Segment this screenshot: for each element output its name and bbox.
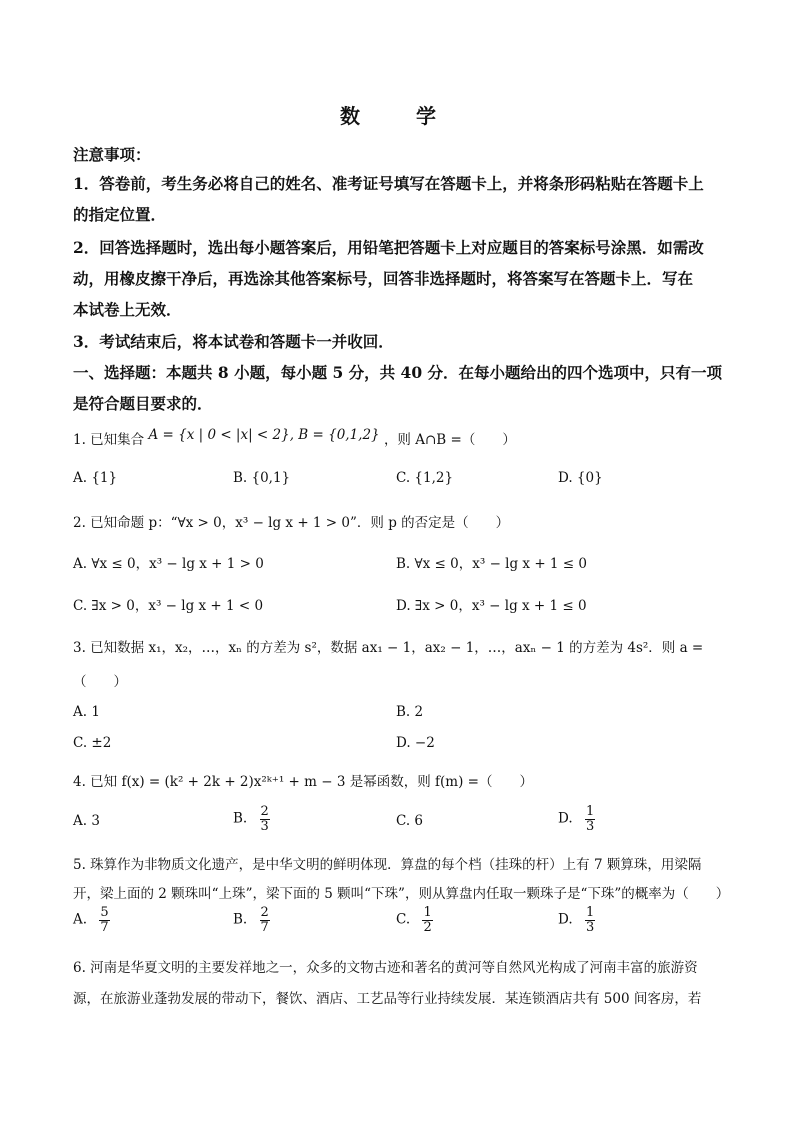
- question-6: 6. 河南是华夏文明的主要发祥地之一，众多的文物古迹和著名的黄河等自然风光构成了河南丰富的旅游资: [73, 960, 698, 976]
- q4-option-a: A. 3: [73, 813, 100, 829]
- q4-b-denominator: 3: [260, 818, 269, 834]
- q5-option-c-label: C.: [396, 911, 411, 928]
- notice-item-2: 2．回答选择题时，选出每小题答案后，用铅笔把答题卡上对应题目的答案标号涂黑．如需改: [73, 238, 704, 257]
- q5-b-denominator: 7: [260, 919, 269, 935]
- question-6-cont: 源，在旅游业蓬勃发展的带动下，餐饮、酒店、工艺品等行业持续发展．某连锁酒店共有 500 间客房，若: [73, 991, 702, 1007]
- q1-option-a: A. {1}: [73, 470, 118, 486]
- q2-option-d: D. ∃x > 0，x³ − lg x + 1 ≤ 0: [396, 598, 587, 614]
- q3-option-a: A. 1: [73, 704, 100, 720]
- question-4: 4. 已知 f(x) = (k² + 2k + 2)x²ᵏ⁺¹ + m − 3 是幂函数，则 f(m) =（ ）: [73, 774, 533, 790]
- q1-option-c: C. {1,2}: [396, 470, 454, 486]
- q1-option-d: D. {0}: [558, 470, 603, 486]
- q5-option-c: [396, 906, 433, 934]
- question-5: 5. 珠算作为非物质文化遗产，是中华文明的鲜明体现．算盘的每个档（挂珠的杆）上有 7 颗算珠，用梁隔: [73, 857, 702, 873]
- section-heading-cont: 是符合题目要求的．: [73, 394, 213, 413]
- q4-d-denominator: 3: [585, 818, 595, 834]
- notice-item-1: 1．答卷前，考生务必将自己的姓名、准考证号填写在答题卡上，并将条形码粘贴在答题卡上: [73, 174, 704, 193]
- q4-option-b-fraction: [260, 805, 270, 833]
- q4-option-d: [558, 805, 595, 833]
- question-5-cont: 开，梁上面的 2 颗珠叫“上珠”，梁下面的 5 颗叫“下珠”，则从算盘内任取一颗珠子是“下珠”的概率为（ ）: [73, 886, 730, 902]
- notice-heading: 注意事项：: [73, 145, 151, 164]
- q3-option-b: B. 2: [396, 704, 424, 720]
- q4-b-numerator: 2: [260, 804, 269, 819]
- q5-option-b-fraction: [260, 906, 270, 934]
- notice-item-2-end: 本试卷上无效．: [73, 300, 182, 319]
- section-heading: 一、选择题：本题共 8 小题，每小题 5 分，共 40 分．在每小题给出的四个选项中，只有一项: [73, 363, 723, 382]
- question-3-paren: （ ）: [73, 674, 127, 690]
- q5-option-b: [233, 906, 270, 934]
- q5-d-denominator: 3: [585, 919, 595, 935]
- question-3: 3. 已知数据 x₁，x₂，…，xₙ 的方差为 s²，数据 ax₁ − 1，ax₂ − 1，…，axₙ − 1 的方差为 4s²．则 a =: [73, 640, 704, 656]
- q5-d-numerator: 1: [585, 905, 595, 920]
- q1-option-b: B. {0,1}: [233, 470, 291, 486]
- q5-option-d: [558, 906, 595, 934]
- q4-d-numerator: 1: [585, 804, 595, 819]
- page-title: 数 学: [340, 104, 454, 128]
- notice-item-3: 3．考试结束后，将本试卷和答题卡一并收回．: [73, 332, 394, 351]
- question-1: [73, 428, 723, 448]
- q4-option-d-label: D.: [558, 810, 573, 827]
- q2-option-b: B. ∀x ≤ 0，x³ − lg x + 1 ≤ 0: [396, 556, 587, 572]
- q5-c-denominator: 2: [423, 919, 432, 935]
- q4-option-b: [233, 805, 270, 833]
- q5-a-denominator: 7: [100, 919, 109, 935]
- q5-b-numerator: 2: [260, 905, 269, 920]
- q5-c-numerator: 1: [423, 905, 432, 920]
- q4-option-d-fraction: [585, 805, 595, 833]
- q3-option-d: D. −2: [396, 735, 435, 751]
- q3-option-c: C. ±2: [73, 735, 112, 751]
- q5-option-b-label: B.: [233, 911, 248, 928]
- q1-suffix: ，则 A∩B =（ ）: [383, 432, 516, 448]
- q5-a-numerator: 5: [100, 905, 109, 920]
- notice-item-1-cont: 的指定位置．: [73, 205, 167, 224]
- q4-option-b-label: B.: [233, 810, 248, 827]
- q5-option-a-fraction: [99, 906, 109, 934]
- q1-prefix: 1. 已知集合: [73, 432, 145, 448]
- q2-option-a: A. ∀x ≤ 0，x³ − lg x + 1 > 0: [73, 556, 264, 572]
- q5-option-d-label: D.: [558, 911, 573, 928]
- notice-item-2-cont: 动，用橡皮擦干净后，再选涂其他答案标号，回答非选择题时，将答案写在答题卡上．写在: [73, 269, 694, 288]
- q5-option-c-fraction: [422, 906, 432, 934]
- q1-sets: A = {x | 0 < |x| < 2}, B = {0,1,2}: [148, 427, 380, 443]
- q5-option-a-label: A.: [73, 911, 88, 928]
- q5-option-d-fraction: [585, 906, 595, 934]
- q4-option-c: C. 6: [396, 813, 424, 829]
- question-2: 2. 已知命题 p：“∀x > 0，x³ − lg x + 1 > 0”．则 p 的否定是（ ）: [73, 515, 510, 531]
- q2-option-c: C. ∃x > 0，x³ − lg x + 1 < 0: [73, 598, 264, 614]
- q5-option-a: [73, 906, 110, 934]
